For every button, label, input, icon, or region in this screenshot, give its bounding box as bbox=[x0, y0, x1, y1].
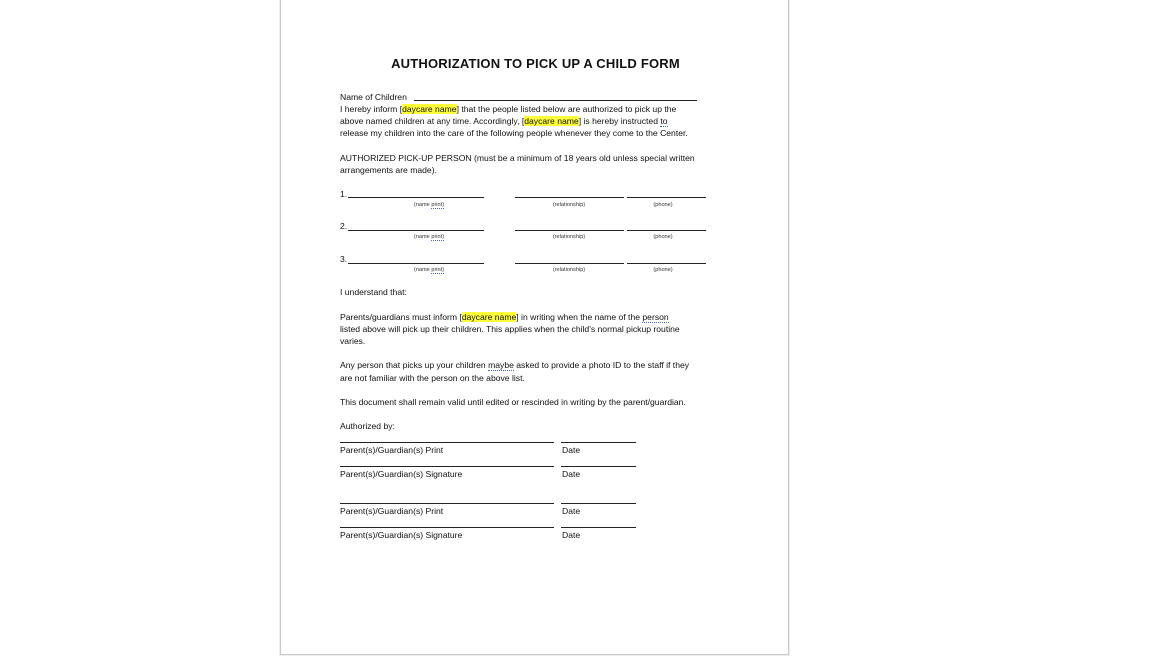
authorized-heading-line-1: AUTHORIZED PICK-UP PERSON (must be a minimum of 18 years old unless special written bbox=[340, 153, 695, 163]
daycare-name-placeholder: daycare name bbox=[524, 116, 579, 126]
signature-line bbox=[340, 527, 554, 528]
date-label: Date bbox=[562, 506, 581, 516]
relationship-caption: (relationship) bbox=[552, 267, 586, 273]
para1-line-3: varies. bbox=[340, 336, 366, 346]
relationship-caption: (relationship) bbox=[552, 234, 586, 240]
phone-line bbox=[627, 197, 706, 198]
relationship-caption: (relationship) bbox=[552, 202, 586, 208]
row-number: 3. bbox=[340, 254, 348, 264]
name-caption: (name print) bbox=[413, 202, 445, 208]
para1-line-2: listed above will pick up their children. This applies when the child's normal pickup routine bbox=[340, 324, 680, 334]
document-page bbox=[280, 0, 789, 655]
name-of-children-line bbox=[414, 100, 697, 101]
signature-line bbox=[340, 466, 554, 467]
date-line bbox=[561, 527, 636, 528]
intro-line-1: I hereby inform [daycare name] that the people listed below are authorized to pick up the bbox=[340, 104, 677, 114]
date-line bbox=[561, 503, 636, 504]
para2-line-2: are not familiar with the person on the above list. bbox=[340, 373, 525, 383]
row-number: 2. bbox=[340, 221, 348, 231]
relationship-line bbox=[515, 197, 624, 198]
relationship-line bbox=[515, 263, 624, 264]
phone-line bbox=[627, 230, 706, 231]
intro-line-2: above named children at any time. Accordingly, [daycare name] is hereby instructed to bbox=[340, 116, 668, 126]
authorized-heading-line-2: arrangements are made). bbox=[340, 165, 437, 175]
understand-heading: I understand that: bbox=[340, 287, 407, 297]
phone-caption: (phone) bbox=[653, 202, 673, 208]
name-caption: (name print) bbox=[413, 234, 445, 240]
name-line bbox=[348, 230, 484, 231]
name-line bbox=[348, 263, 484, 264]
para2-line-1: Any person that picks up your children maybe asked to provide a photo ID to the staff if they bbox=[340, 360, 690, 370]
phone-caption: (phone) bbox=[653, 267, 673, 273]
name-line bbox=[348, 197, 484, 198]
date-label: Date bbox=[562, 469, 581, 479]
signature-line bbox=[340, 503, 554, 504]
name-caption: (name print) bbox=[413, 267, 445, 273]
date-label: Date bbox=[562, 445, 581, 455]
signature-label: Parent(s)/Guardian(s) Signature bbox=[340, 530, 463, 540]
relationship-line bbox=[515, 230, 624, 231]
daycare-name-placeholder: daycare name bbox=[461, 312, 517, 322]
signature-line bbox=[340, 442, 554, 443]
phone-line bbox=[627, 263, 706, 264]
date-label: Date bbox=[562, 530, 581, 540]
date-line bbox=[561, 442, 636, 443]
row-number: 1. bbox=[340, 189, 348, 199]
intro-line-3: release my children into the care of the following people whenever they come to the Center. bbox=[340, 128, 688, 138]
signature-label: Parent(s)/Guardian(s) Print bbox=[340, 506, 444, 516]
para3: This document shall remain valid until edited or rescinded in writing by the parent/guardian. bbox=[340, 397, 686, 407]
date-line bbox=[561, 466, 636, 467]
para1-line-1: Parents/guardians must inform [daycare name] in writing when the name of the person bbox=[340, 312, 669, 322]
document-title: AUTHORIZATION TO PICK UP A CHILD FORM bbox=[391, 56, 680, 71]
signature-label: Parent(s)/Guardian(s) Signature bbox=[340, 469, 463, 479]
phone-caption: (phone) bbox=[653, 234, 673, 240]
daycare-name-placeholder: daycare name bbox=[402, 104, 457, 114]
authorized-by-label: Authorized by: bbox=[340, 421, 395, 431]
name-of-children-label: Name of Children bbox=[340, 92, 407, 102]
signature-label: Parent(s)/Guardian(s) Print bbox=[340, 445, 444, 455]
